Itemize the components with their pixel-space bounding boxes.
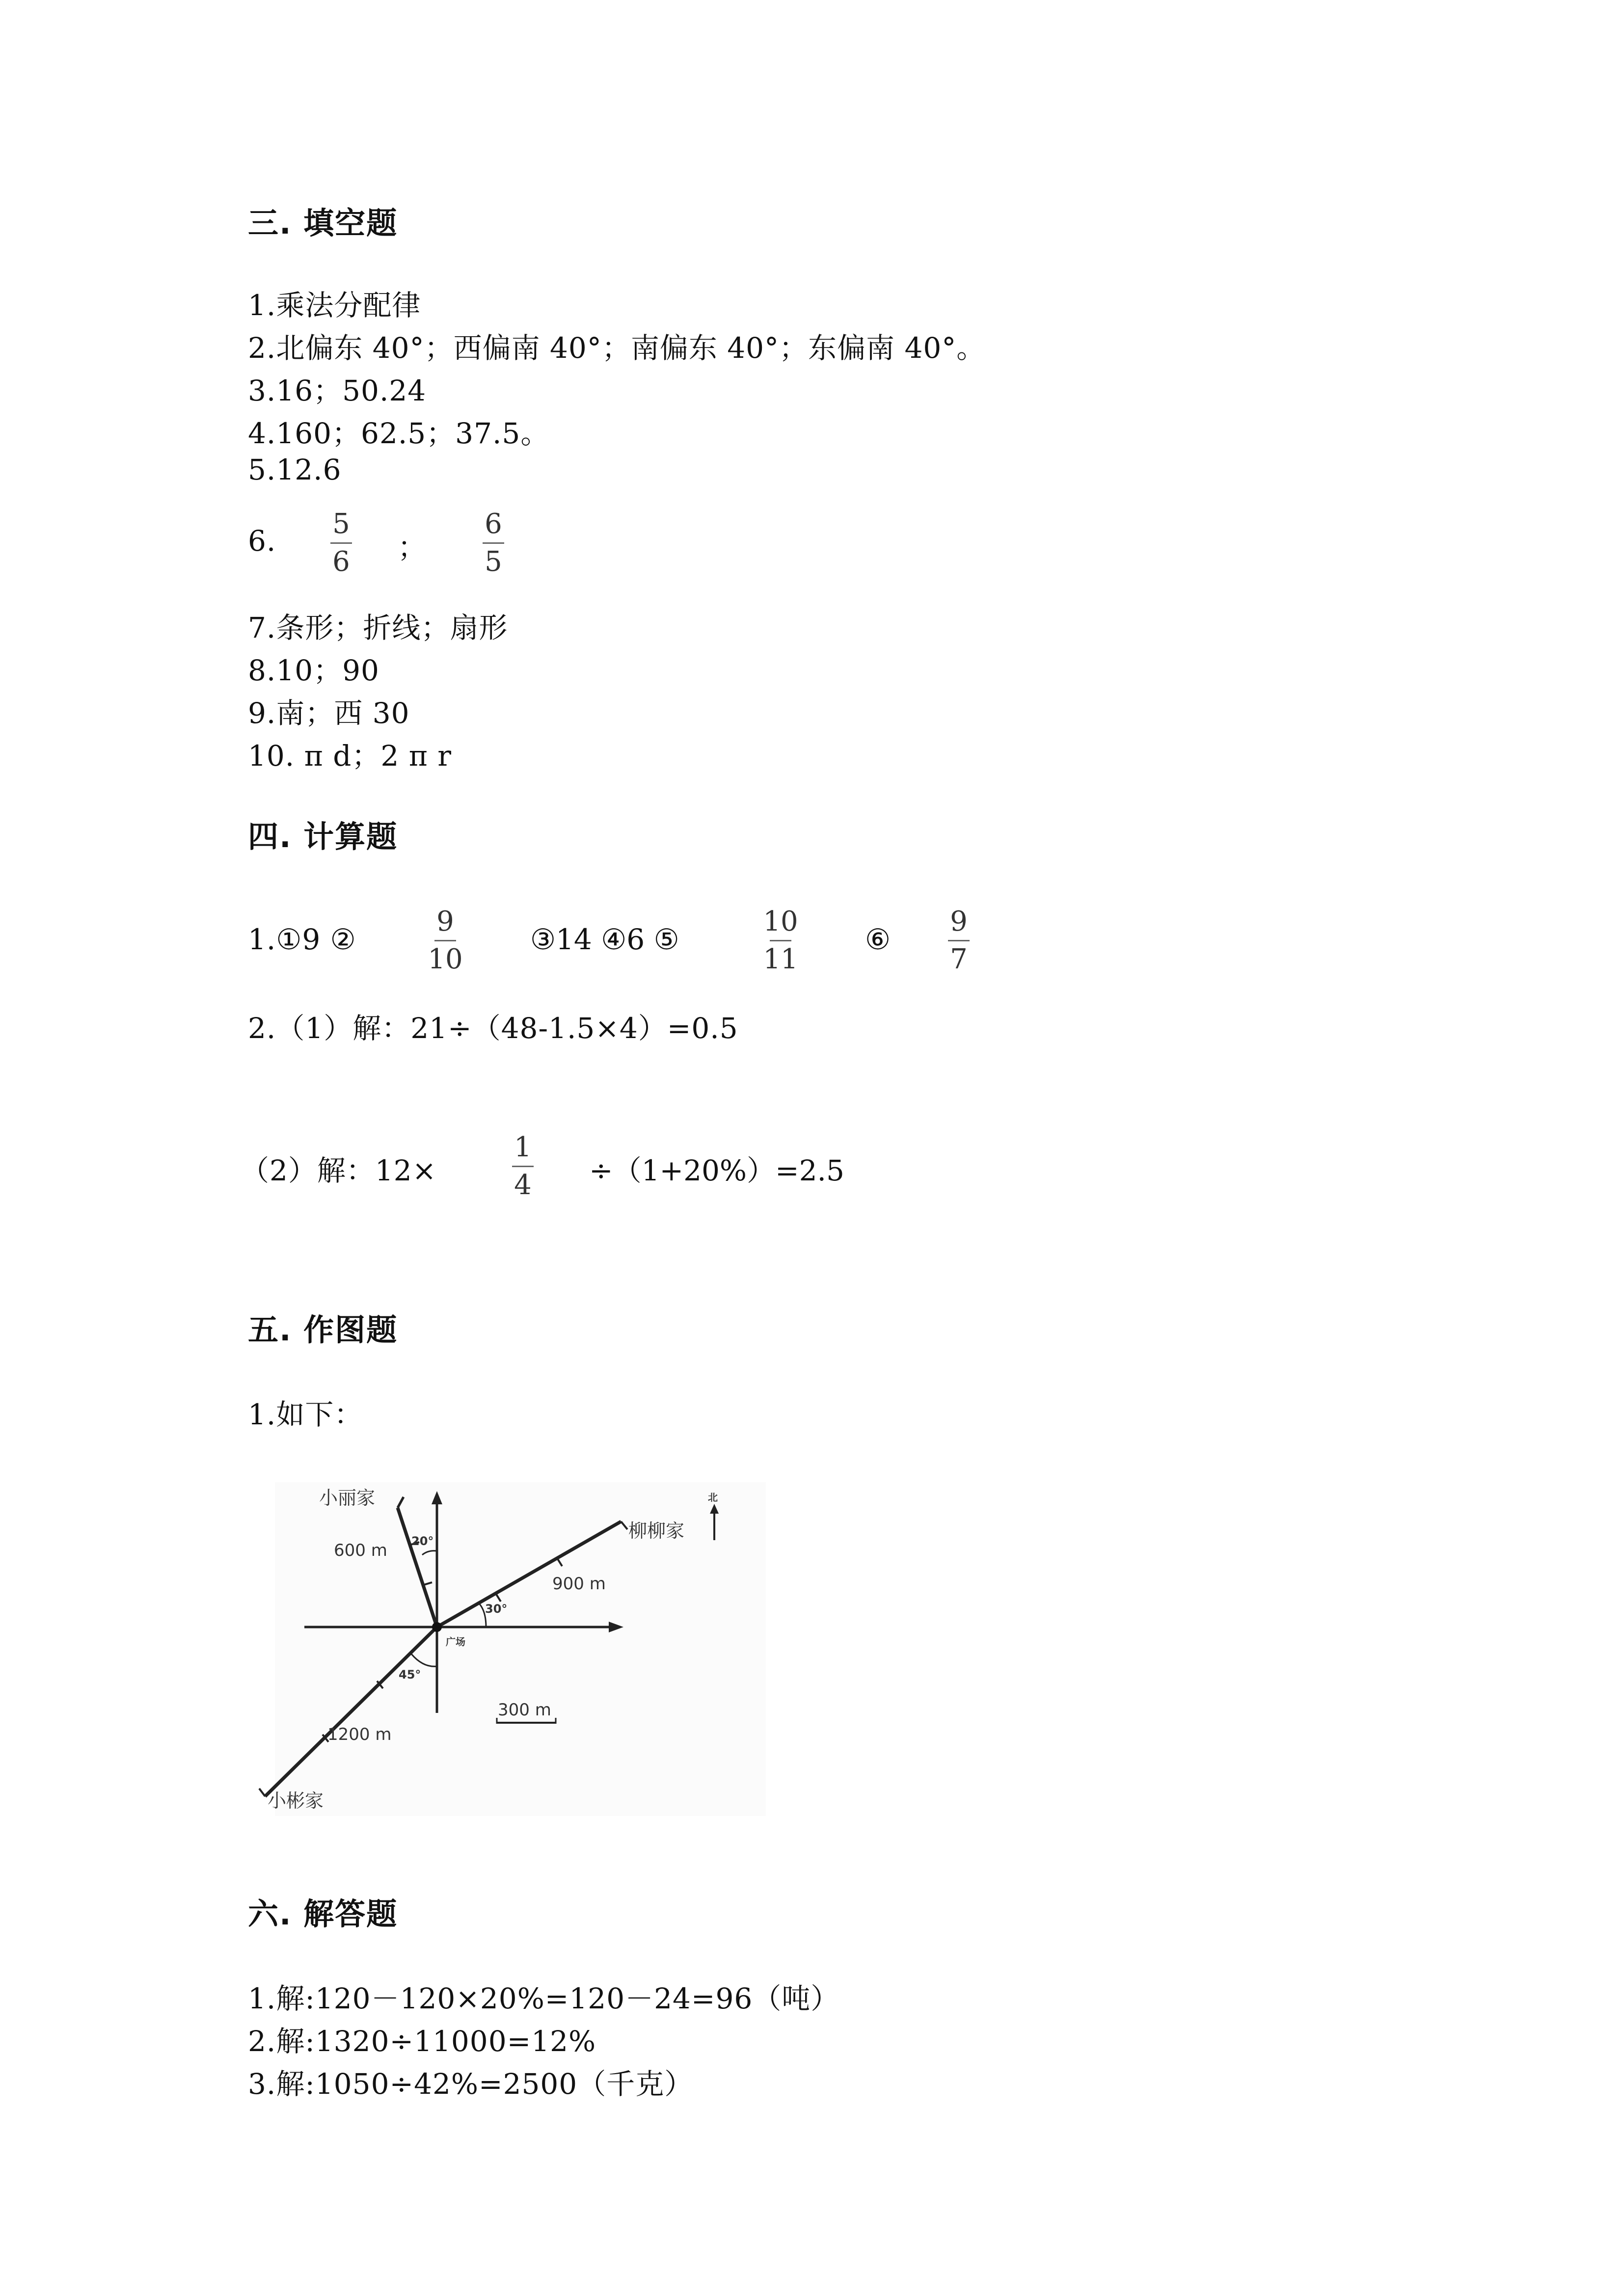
section-4-title: 四. 计算题	[248, 819, 398, 854]
fraction-bar	[512, 1166, 534, 1167]
fraction-denominator: 10	[428, 943, 463, 975]
fraction-bar	[330, 542, 352, 544]
fraction-numerator: 1	[514, 1131, 532, 1163]
diagram-background	[275, 1482, 766, 1816]
answer-4-2-2-prefix: （2）解：12×	[241, 1154, 437, 1187]
fraction-9-7	[937, 906, 981, 976]
fraction-denominator: 5	[485, 546, 502, 578]
label-angle-45: 45°	[399, 1668, 421, 1682]
label-angle-20: 20°	[411, 1534, 434, 1548]
answer-3-1: 1.乘法分配律	[248, 289, 421, 322]
fraction-denominator: 6	[332, 546, 350, 578]
fraction-6-5	[471, 508, 515, 578]
fraction-numerator: 9	[950, 906, 968, 937]
answer-3-8: 8.10；90	[248, 654, 379, 687]
answer-4-2-1: 2.（1）解：21÷（48-1.5×4）=0.5	[248, 1012, 738, 1045]
fraction-1-4	[501, 1131, 545, 1201]
answer-3-6-separator: ；	[398, 531, 427, 564]
answer-3-7: 7.条形；折线；扇形	[248, 611, 508, 644]
answer-3-6-prefix: 6.	[248, 524, 276, 558]
answer-5-1: 1.如下：	[248, 1398, 363, 1431]
label-600m: 600 m	[334, 1541, 387, 1560]
fraction-denominator: 4	[514, 1169, 532, 1201]
fraction-numerator: 6	[485, 508, 502, 540]
direction-diagram	[255, 1482, 766, 1816]
label-liuliu: 柳柳家	[628, 1520, 685, 1542]
square-point	[432, 1622, 442, 1632]
fraction-bar	[948, 940, 970, 941]
answer-3-3: 3.16；50.24	[248, 374, 427, 407]
answer-3-2: 2.北偏东 40°；西偏南 40°；南偏东 40°；东偏南 40°。	[248, 331, 986, 365]
answer-3-5: 5.12.6	[248, 453, 342, 486]
answer-6-1: 1.解:120－120×20%=120－24=96（吨）	[248, 1982, 840, 2015]
answer-3-4: 4.160；62.5；37.5。	[248, 417, 550, 450]
answer-6-2: 2.解:1320÷11000=12%	[248, 2025, 596, 2058]
fraction-numerator: 10	[763, 906, 798, 937]
label-1200m: 1200 m	[327, 1725, 392, 1744]
label-square: 广场	[446, 1636, 465, 1648]
section-6-title: 六. 解答题	[248, 1896, 398, 1932]
fraction-bar	[483, 542, 504, 544]
answer-6-3: 3.解:1050÷42%=2500（千克）	[248, 2067, 694, 2101]
answer-4-1-prefix: 1.①9 ②	[248, 923, 356, 956]
route-xiaobin-end	[259, 1789, 265, 1796]
label-north: 北	[708, 1492, 718, 1503]
fraction-5-6	[319, 508, 363, 578]
answer-3-10: 10. π d；2 π r	[248, 739, 452, 773]
label-angle-30: 30°	[485, 1602, 508, 1616]
label-xiaobin: 小彬家	[268, 1790, 324, 1812]
label-scale: 300 m	[498, 1700, 551, 1720]
label-xiaoli: 小丽家	[319, 1487, 376, 1509]
answer-3-9: 9.南；西 30	[248, 696, 410, 730]
fraction-bar	[434, 940, 456, 941]
fraction-denominator: 7	[950, 943, 968, 975]
section-5-title: 五. 作图题	[248, 1312, 398, 1348]
answer-4-1-circle-6: ⑥	[865, 923, 891, 956]
fraction-numerator: 9	[436, 906, 454, 937]
fraction-10-11	[758, 906, 803, 976]
fraction-numerator: 5	[332, 508, 350, 540]
fraction-denominator: 11	[763, 943, 798, 975]
section-3-title: 三. 填空题	[248, 205, 398, 241]
answer-4-1-mid: ③14 ④6 ⑤	[530, 923, 679, 956]
answer-4-2-2-suffix: ÷（1+20%）=2.5	[589, 1154, 844, 1187]
fraction-bar	[770, 940, 791, 941]
label-900m: 900 m	[552, 1574, 606, 1594]
fraction-9-10	[423, 906, 467, 976]
